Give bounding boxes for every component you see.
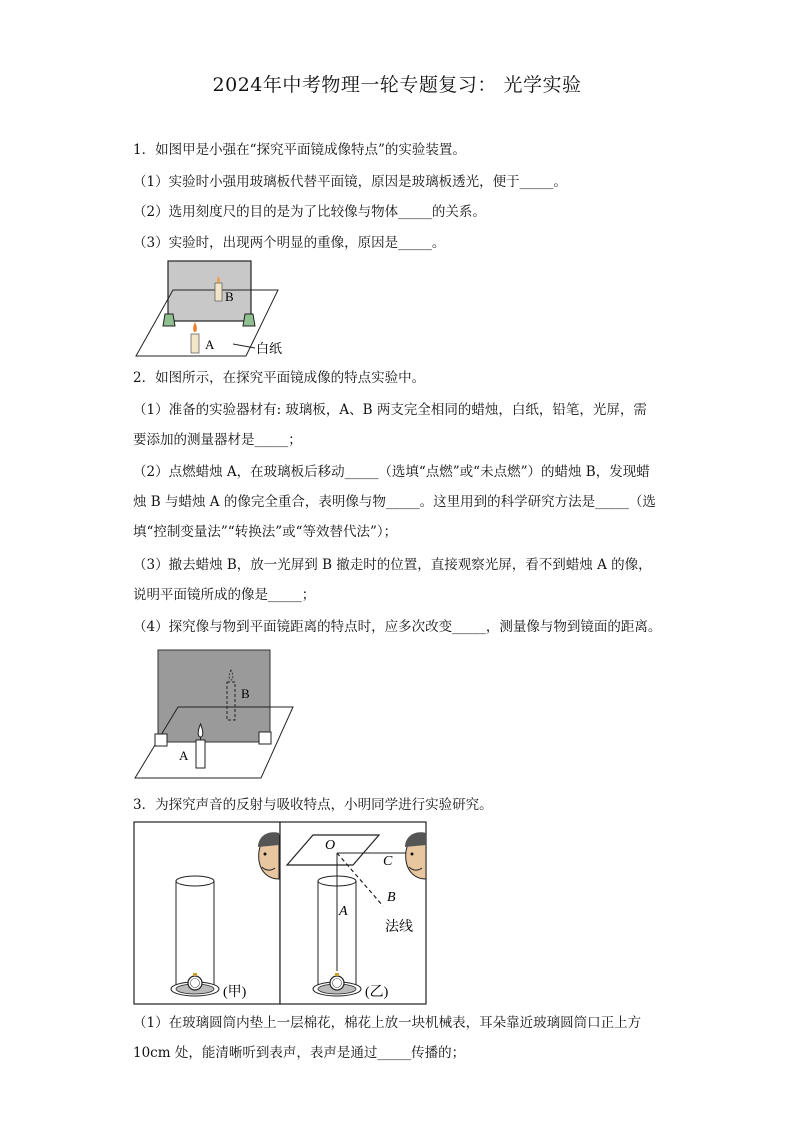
q2-figure bbox=[133, 648, 298, 783]
q3-fig-label-a: A bbox=[339, 904, 348, 919]
q1-part1: （1）实验时小强用玻璃板代替平面镜，原因是玻璃板透光，便于_____。 bbox=[133, 174, 567, 190]
q1-part3: （3）实验时，出现两个明显的重像，原因是_____。 bbox=[133, 235, 446, 251]
q3-part1b: 10cm 处，能清晰听到表声，表声是通过_____传播的； bbox=[133, 1045, 466, 1061]
q2-part3b: 说明平面镜所成的像是_____； bbox=[133, 587, 316, 603]
candle-b bbox=[215, 283, 222, 301]
q2-fig-label-b: B bbox=[241, 686, 250, 701]
q3-figure bbox=[133, 821, 429, 1007]
q3-stem: 3．为探究声音的反射与吸收特点，小明同学进行实验研究。 bbox=[133, 797, 493, 813]
candle-a bbox=[191, 334, 199, 353]
q2-part1b: 要添加的测量器材是_____； bbox=[133, 432, 302, 448]
candle-a bbox=[196, 740, 205, 768]
q1-part2: （2）选用刻度尺的目的是为了比较像与物体_____的关系。 bbox=[133, 204, 486, 220]
q2-part2c: 填“控制变量法”“转换法”或“等效替代法”）； bbox=[133, 524, 398, 540]
page-title: 2024年中考物理一轮专题复习： 光学实验 bbox=[212, 74, 582, 96]
q2-part2a: （2）点燃蜡烛 A，在玻璃板后移动_____（选填“点燃”或“未点燃”）的蜡烛 B，发现蜡 bbox=[133, 464, 650, 480]
glass-plate bbox=[158, 650, 270, 742]
q2-fig-label-a: A bbox=[179, 748, 189, 763]
support-left bbox=[155, 734, 167, 746]
support-right bbox=[243, 314, 255, 326]
frame-jia bbox=[134, 822, 280, 1004]
q1-stem: 1．如图甲是小强在“探究平面镜成像特点”的实验装置。 bbox=[133, 142, 466, 158]
q1-fig-label-a: A bbox=[205, 337, 215, 352]
q1-figure bbox=[133, 256, 303, 362]
q1-fig-label-b: B bbox=[225, 289, 234, 304]
q2-part3a: （3）撤去蜡烛 B，放一光屏到 B 撤走时的位置，直接观察光屏，看不到蜡烛 A 的像， bbox=[133, 557, 652, 573]
q2-part1a: （1）准备的实验器材有: 玻璃板，A、B 两支完全相同的蜡烛，白纸，铅笔，光屏，需 bbox=[133, 402, 647, 418]
q3-fig-label-c: C bbox=[383, 854, 393, 869]
q3-fig-label-normal: 法线 bbox=[385, 918, 413, 934]
q3-fig-label-yi: (乙) bbox=[365, 985, 389, 1000]
q3-fig-label-b: B bbox=[387, 890, 396, 905]
q2-part2b: 烛 B 与蜡烛 A 的像完全重合，表明像与物_____。这里用到的科学研究方法是_____（选 bbox=[133, 494, 656, 510]
q3-part1a: （1）在玻璃圆筒内垫上一层棉花，棉花上放一块机械表，耳朵靠近玻璃圆筒口正上方 bbox=[133, 1015, 642, 1031]
q3-fig-label-o: O bbox=[325, 838, 336, 853]
q3-fig-label-jia: (甲) bbox=[223, 985, 247, 1000]
q1-fig-label-paper: 白纸 bbox=[256, 341, 283, 356]
support-left bbox=[163, 314, 175, 326]
glass-plate bbox=[168, 261, 251, 321]
support-right bbox=[259, 732, 271, 744]
q2-stem: 2．如图所示，在探究平面镜成像的特点实验中。 bbox=[133, 370, 426, 386]
q2-part4: （4）探究像与物到平面镜距离的特点时，应多次改变_____，测量像与物到镜面的距离。 bbox=[133, 619, 662, 635]
